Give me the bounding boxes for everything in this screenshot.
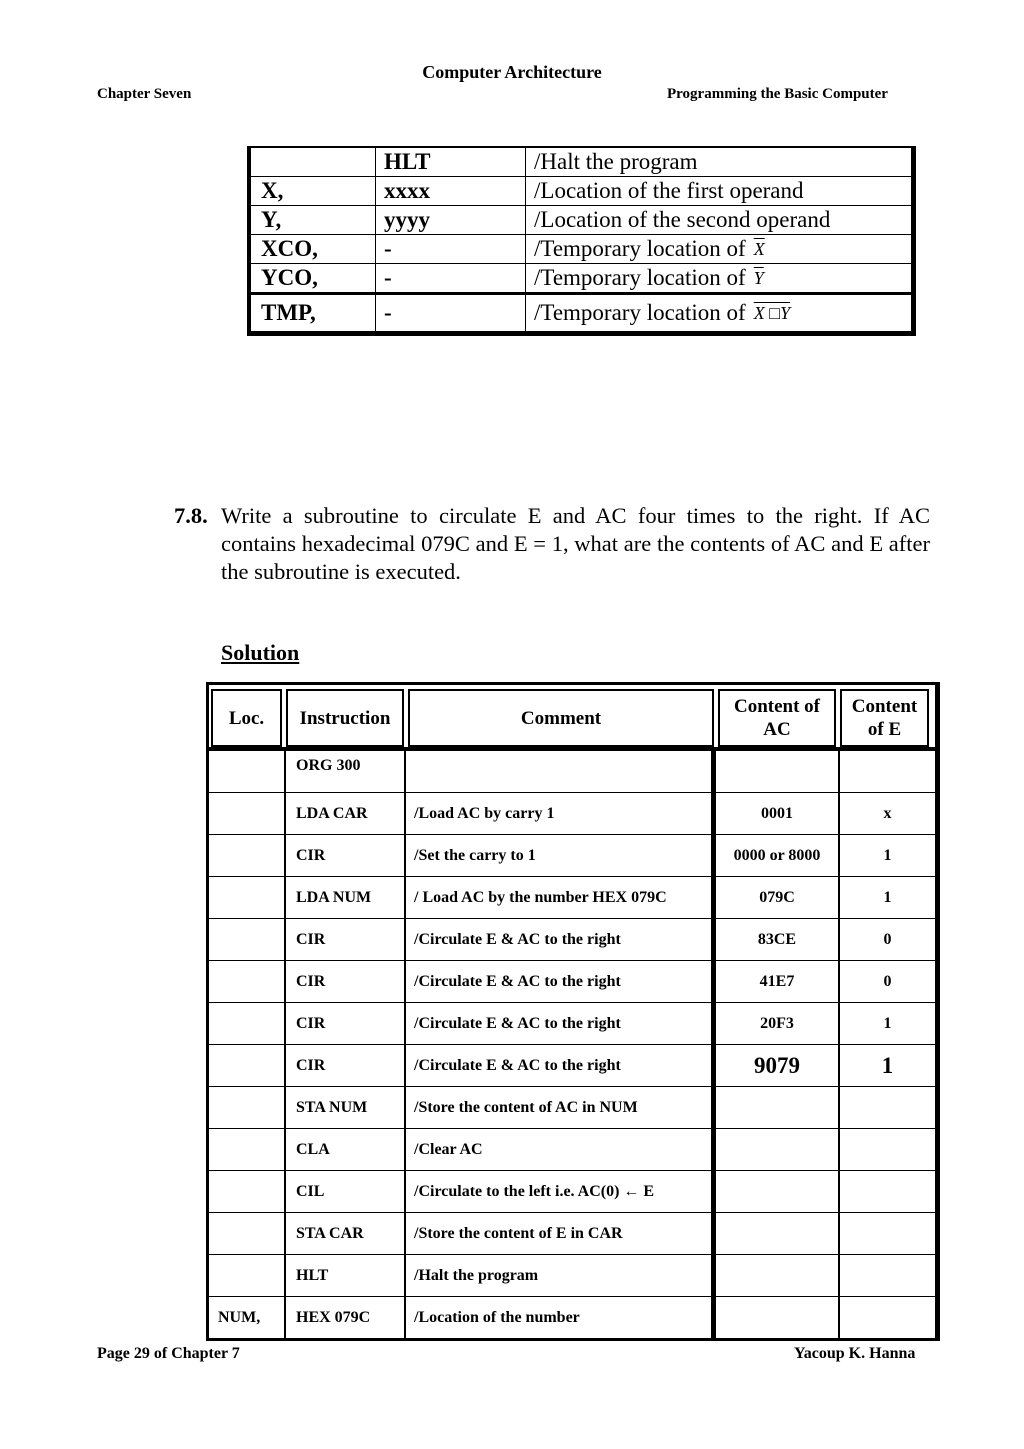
comment-cell: [526, 148, 911, 176]
solution-heading: Solution: [221, 640, 300, 665]
loc-cell: [209, 1087, 286, 1128]
table-row: [209, 793, 935, 835]
math-symbol: $\overline{X}$: [753, 238, 765, 259]
loc-cell: [209, 877, 286, 918]
instruction-cell: -: [376, 264, 526, 292]
table-row: [209, 1297, 935, 1338]
ac-content-cell: 83CE: [716, 919, 840, 960]
instruction-cell: CIR: [286, 919, 406, 960]
comment-text: /Temporary location of: [534, 300, 746, 325]
header-content-e: Content of E: [840, 689, 929, 747]
ac-content-cell: 9079: [716, 1045, 840, 1086]
author: Yacoup K. Hanna: [794, 1345, 916, 1362]
table-row: [209, 961, 935, 1003]
loc-cell: [209, 961, 286, 1002]
label-cell: [251, 148, 376, 176]
table-row: [251, 235, 911, 264]
ac-content-cell: [716, 1129, 840, 1170]
instruction-cell: CIR: [286, 1045, 406, 1086]
e-content-cell: [840, 751, 935, 792]
loc-cell: [209, 1171, 286, 1212]
instruction-cell: CIL: [286, 1171, 406, 1212]
table-row: [209, 1255, 935, 1297]
loc-cell: [209, 1255, 286, 1296]
instruction-cell: CLA: [286, 1129, 406, 1170]
table-row: [251, 293, 911, 331]
e-content-cell: [840, 1213, 935, 1254]
header-instruction: Instruction: [286, 689, 404, 747]
ac-content-cell: [716, 1213, 840, 1254]
table-row: [209, 1045, 935, 1087]
instruction-cell: HLT: [376, 148, 526, 176]
header-comment: Comment: [408, 689, 714, 747]
ac-content-cell: 20F3: [716, 1003, 840, 1044]
problem-statement: [174, 502, 930, 586]
comment-text: /Location of the second operand: [534, 207, 831, 232]
label-cell: X,: [251, 177, 376, 205]
label-cell: TMP,: [251, 295, 376, 331]
ac-content-cell: [716, 1087, 840, 1128]
ac-content-cell: [716, 1171, 840, 1212]
instruction-cell: ORG 300: [286, 751, 406, 792]
problem-text: Write a subroutine to circulate E and AC four times to the right. If AC contains hexadecimal 079C and E = 1, what are the contents of AC and E after the subroutine is executed.: [221, 503, 930, 584]
e-content-cell: 0: [883, 972, 892, 990]
comment-cell: /Clear AC: [406, 1129, 716, 1170]
comment-cell: /Location of the number: [406, 1297, 716, 1338]
comment-text: /Temporary location of: [534, 265, 746, 290]
comment-cell: /Set the carry to 1: [406, 835, 716, 876]
loc-cell: [209, 793, 286, 834]
instruction-cell: CIR: [286, 835, 406, 876]
instruction-cell: CIR: [286, 1003, 406, 1044]
comment-cell: /Circulate E & AC to the right: [406, 1045, 716, 1086]
loc-cell: [209, 1129, 286, 1170]
comment-cell: /Store the content of E in CAR: [406, 1213, 716, 1254]
instruction-cell: STA NUM: [286, 1087, 406, 1128]
comment-cell: /Halt the program: [406, 1255, 716, 1296]
instruction-cell: STA CAR: [286, 1213, 406, 1254]
e-content-cell: 1: [883, 846, 892, 864]
instruction-cell: LDA NUM: [286, 877, 406, 918]
header-loc: Loc.: [211, 689, 282, 747]
comment-text: /Temporary location of: [534, 236, 746, 261]
comment-cell: /Load AC by carry 1: [406, 793, 716, 834]
loc-cell: [209, 751, 286, 792]
comment-cell: /Circulate E & AC to the right: [406, 919, 716, 960]
ac-content-cell: [716, 1255, 840, 1296]
math-symbol: X □Y: [753, 302, 791, 323]
chapter-label: Chapter Seven: [97, 86, 192, 102]
math-symbol: $\overline{Y}$: [753, 267, 764, 288]
comment-cell: /Circulate E & AC to the right: [406, 1003, 716, 1044]
comment-cell: [526, 264, 911, 292]
comment-cell: [526, 177, 911, 205]
comment-cell: /Store the content of AC in NUM: [406, 1087, 716, 1128]
loc-cell: [209, 1045, 286, 1086]
table-body: [209, 751, 935, 1338]
e-content-cell: 0: [883, 930, 892, 948]
comment-cell: [526, 206, 911, 234]
comment-cell: / Load AC by the number HEX 079C: [406, 877, 716, 918]
table-row: [251, 206, 911, 235]
comment-cell: [526, 295, 911, 331]
instruction-cell: yyyy: [376, 206, 526, 234]
ac-content-cell: [716, 751, 840, 792]
table-row: [251, 148, 911, 177]
table-row: [209, 919, 935, 961]
table-header: [209, 685, 935, 751]
ac-content-cell: 0000 or 8000: [716, 835, 840, 876]
loc-cell: [209, 1213, 286, 1254]
table-row: [251, 177, 911, 206]
ac-content-cell: [716, 1297, 840, 1338]
loc-cell: [209, 1003, 286, 1044]
comment-text: /Location of the first operand: [534, 178, 804, 203]
e-content-cell: 1: [881, 1052, 894, 1078]
section-label: Programming the Basic Computer: [667, 86, 888, 102]
e-content-cell: [840, 1171, 935, 1212]
loc-cell: [209, 835, 286, 876]
comment-cell: /Circulate to the left i.e. AC(0) ← E: [406, 1171, 716, 1212]
ac-content-cell: 0001: [716, 793, 840, 834]
label-cell: YCO,: [251, 264, 376, 292]
instruction-cell: LDA CAR: [286, 793, 406, 834]
page-number: Page 29 of Chapter 7: [97, 1345, 240, 1362]
instruction-cell: CIR: [286, 961, 406, 1002]
table-row: [209, 751, 935, 793]
header-content-ac: Content of AC: [718, 689, 836, 747]
e-content-cell: [840, 1087, 935, 1128]
table-row: [209, 1087, 935, 1129]
program-tail-table: [247, 146, 916, 336]
e-content-cell: x: [883, 804, 892, 822]
instruction-cell: HLT: [286, 1255, 406, 1296]
label-cell: Y,: [251, 206, 376, 234]
label-cell: XCO,: [251, 235, 376, 263]
loc-cell: [209, 919, 286, 960]
ac-content-cell: 079C: [716, 877, 840, 918]
e-content-cell: [840, 1297, 935, 1338]
instruction-cell: -: [376, 235, 526, 263]
comment-cell: /Circulate E & AC to the right: [406, 961, 716, 1002]
table-row: [209, 1129, 935, 1171]
table-row: [209, 1171, 935, 1213]
comment-text: /Halt the program: [534, 149, 698, 174]
instruction-cell: HEX 079C: [286, 1297, 406, 1338]
comment-cell: [526, 235, 911, 263]
e-content-cell: [840, 1129, 935, 1170]
solution-table: [206, 682, 940, 1341]
e-content-cell: 1: [883, 888, 892, 906]
comment-cell: [406, 751, 716, 792]
table-row: [209, 1003, 935, 1045]
table-row: [251, 264, 911, 293]
instruction-cell: xxxx: [376, 177, 526, 205]
loc-cell: NUM,: [209, 1297, 286, 1338]
e-content-cell: 1: [883, 1014, 892, 1032]
instruction-cell: -: [376, 295, 526, 331]
table-row: [209, 835, 935, 877]
table-row: [209, 1213, 935, 1255]
table-row: [209, 877, 935, 919]
e-content-cell: [840, 1255, 935, 1296]
document-title: Computer Architecture: [422, 62, 602, 82]
ac-content-cell: 41E7: [716, 961, 840, 1002]
problem-number: 7.8.: [174, 503, 208, 528]
